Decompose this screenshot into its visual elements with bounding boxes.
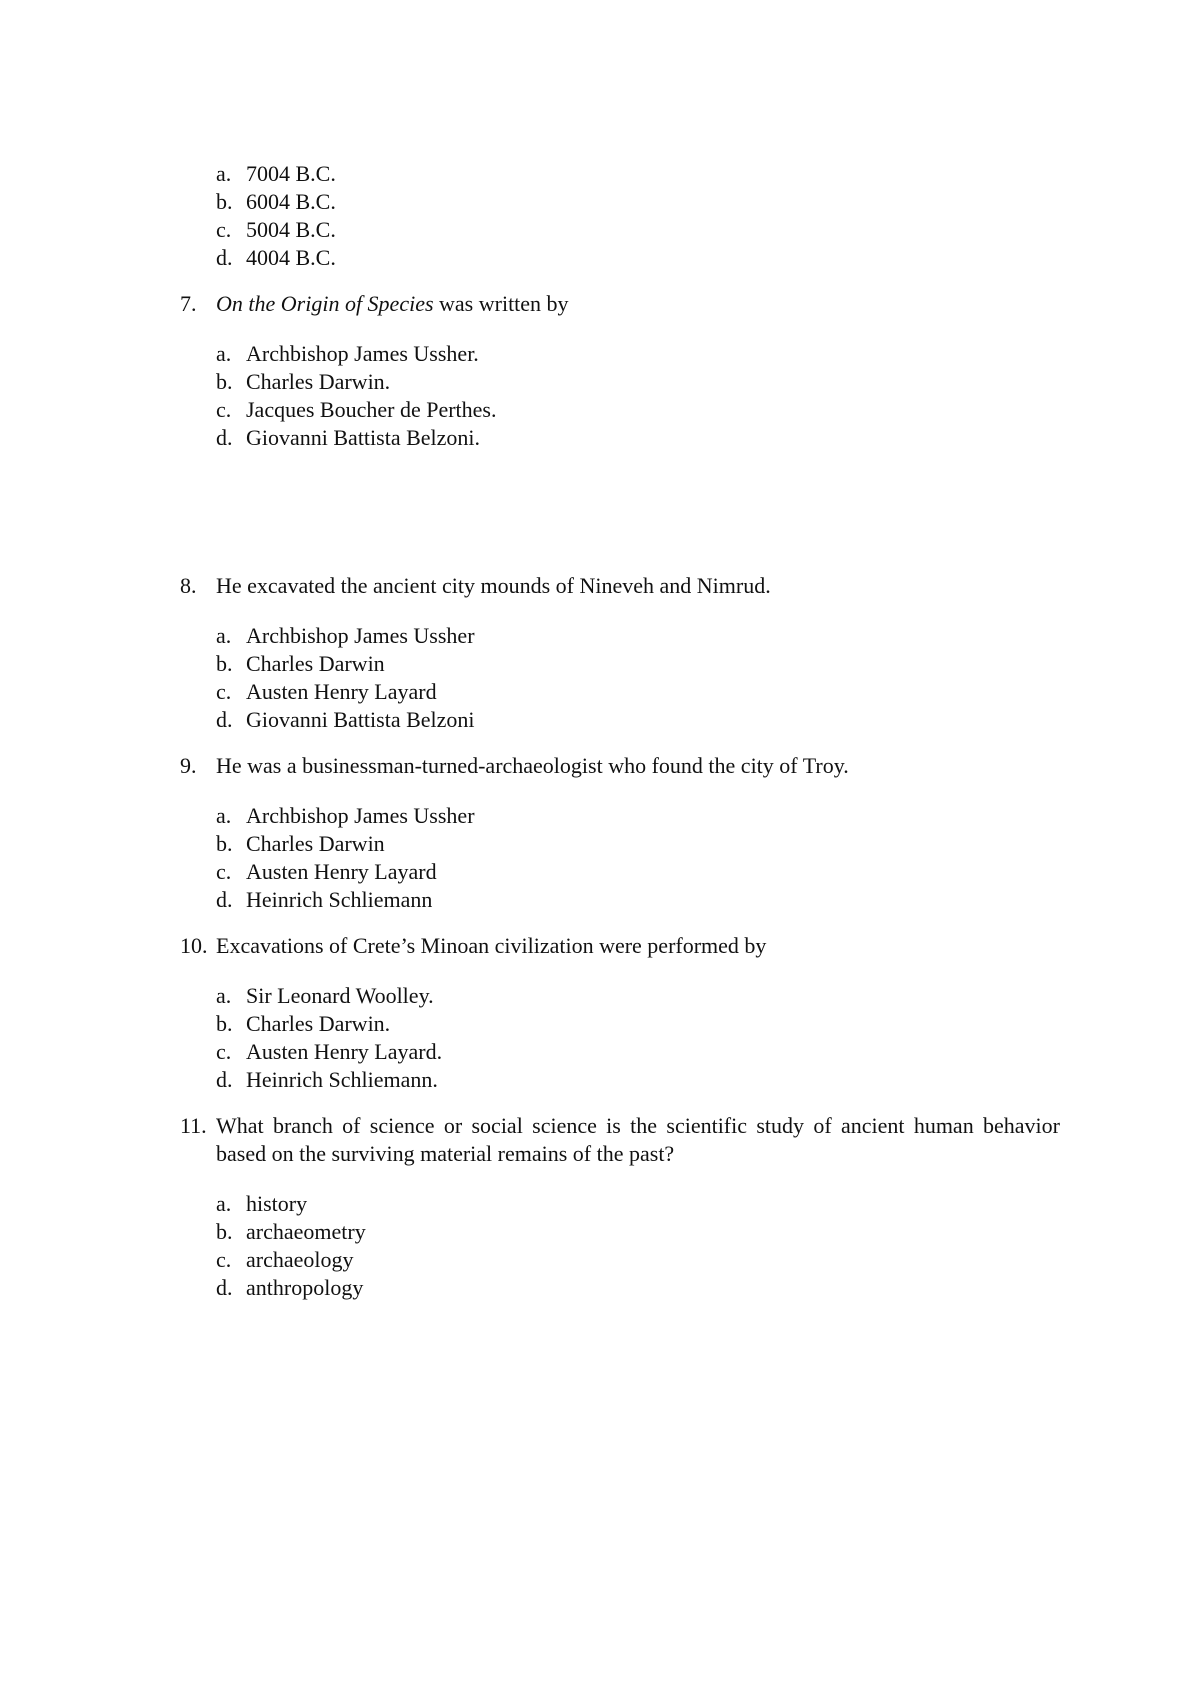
- question-text: What branch of science or social science is the scientific study of ancient human behavior based on the surviving material remains of the past?: [216, 1113, 1060, 1166]
- question-text-rest: was written by: [433, 291, 569, 316]
- option-letter: a.: [216, 623, 232, 648]
- option-text: 4004 B.C.: [246, 245, 336, 270]
- question-7: [180, 290, 1060, 452]
- question-number: 9.: [180, 753, 197, 778]
- option-letter: a.: [216, 1191, 232, 1216]
- option-text: Heinrich Schliemann: [246, 887, 433, 912]
- option-a: [180, 802, 1060, 830]
- option-b: [180, 830, 1060, 858]
- option-letter: d.: [216, 1067, 233, 1092]
- option-text: anthropology: [246, 1275, 364, 1300]
- option-d: [180, 1274, 1060, 1302]
- question-6-options-continued: [180, 160, 1060, 272]
- option-b: [180, 368, 1060, 396]
- options-list: [180, 340, 1060, 452]
- option-letter: c.: [216, 217, 232, 242]
- option-letter: c.: [216, 679, 232, 704]
- option-text: Charles Darwin: [246, 831, 385, 856]
- option-text: Austen Henry Layard: [246, 679, 437, 704]
- option-text: Archbishop James Ussher: [246, 803, 475, 828]
- option-text: Archbishop James Ussher: [246, 623, 475, 648]
- option-text: Austen Henry Layard.: [246, 1039, 443, 1064]
- option-a: [180, 160, 1060, 188]
- option-letter: d.: [216, 887, 233, 912]
- question-number: 11.: [180, 1113, 207, 1138]
- question-number: 7.: [180, 291, 197, 316]
- option-letter: b.: [216, 189, 233, 214]
- options-list: [180, 982, 1060, 1094]
- question-number: 10.: [180, 933, 208, 958]
- option-text: Heinrich Schliemann.: [246, 1067, 438, 1092]
- option-text: Archbishop James Ussher.: [246, 341, 479, 366]
- question-10: [180, 932, 1060, 1094]
- option-c: [180, 396, 1060, 424]
- question-text: He was a businessman-turned-archaeologist who found the city of Troy.: [216, 753, 849, 778]
- option-d: [180, 424, 1060, 452]
- option-a: [180, 340, 1060, 368]
- option-letter: b.: [216, 1011, 233, 1036]
- option-text: archaeology: [246, 1247, 354, 1272]
- option-b: [180, 1218, 1060, 1246]
- option-letter: b.: [216, 831, 233, 856]
- option-c: [180, 678, 1060, 706]
- option-text: Giovanni Battista Belzoni: [246, 707, 475, 732]
- option-text: Giovanni Battista Belzoni.: [246, 425, 481, 450]
- option-text: 7004 B.C.: [246, 161, 336, 186]
- option-letter: a.: [216, 161, 232, 186]
- option-letter: b.: [216, 1219, 233, 1244]
- options-list: [180, 802, 1060, 914]
- question-text: [216, 290, 1060, 318]
- question-stem: [180, 572, 1060, 600]
- question-8: [180, 572, 1060, 734]
- question-9: [180, 752, 1060, 914]
- option-b: [180, 188, 1060, 216]
- option-b: [180, 650, 1060, 678]
- option-letter: a.: [216, 983, 232, 1008]
- option-letter: a.: [216, 803, 232, 828]
- options-list: [180, 1190, 1060, 1302]
- option-letter: b.: [216, 369, 233, 394]
- option-text: 6004 B.C.: [246, 189, 336, 214]
- question-number: 8.: [180, 573, 197, 598]
- option-a: [180, 622, 1060, 650]
- question-stem: [180, 752, 1060, 780]
- question-stem: [180, 1112, 1060, 1168]
- question-text: He excavated the ancient city mounds of Nineveh and Nimrud.: [216, 573, 771, 598]
- option-text: Austen Henry Layard: [246, 859, 437, 884]
- question-text: Excavations of Crete’s Minoan civilization were performed by: [216, 933, 767, 958]
- option-text: Jacques Boucher de Perthes.: [246, 397, 497, 422]
- option-c: [180, 858, 1060, 886]
- option-d: [180, 244, 1060, 272]
- option-a: [180, 1190, 1060, 1218]
- option-letter: d.: [216, 425, 233, 450]
- option-letter: a.: [216, 341, 232, 366]
- question-stem: [180, 932, 1060, 960]
- options-list: [180, 622, 1060, 734]
- option-text: Charles Darwin.: [246, 1011, 391, 1036]
- option-c: [180, 216, 1060, 244]
- option-text: history: [246, 1191, 308, 1216]
- option-text: Charles Darwin.: [246, 369, 391, 394]
- option-d: [180, 706, 1060, 734]
- book-title: On the Origin of Species: [216, 291, 434, 316]
- option-letter: c.: [216, 1039, 232, 1064]
- option-text: archaeometry: [246, 1219, 366, 1244]
- option-letter: c.: [216, 1247, 232, 1272]
- option-b: [180, 1010, 1060, 1038]
- option-c: [180, 1246, 1060, 1274]
- option-letter: d.: [216, 245, 233, 270]
- option-c: [180, 1038, 1060, 1066]
- option-text: Sir Leonard Woolley.: [246, 983, 434, 1008]
- option-letter: d.: [216, 707, 233, 732]
- option-letter: b.: [216, 651, 233, 676]
- option-letter: d.: [216, 1275, 233, 1300]
- option-letter: c.: [216, 859, 232, 884]
- option-text: Charles Darwin: [246, 651, 385, 676]
- option-letter: c.: [216, 397, 232, 422]
- option-text: 5004 B.C.: [246, 217, 336, 242]
- option-d: [180, 1066, 1060, 1094]
- option-a: [180, 982, 1060, 1010]
- question-11: [180, 1112, 1060, 1302]
- option-d: [180, 886, 1060, 914]
- question-stem: [180, 290, 1060, 318]
